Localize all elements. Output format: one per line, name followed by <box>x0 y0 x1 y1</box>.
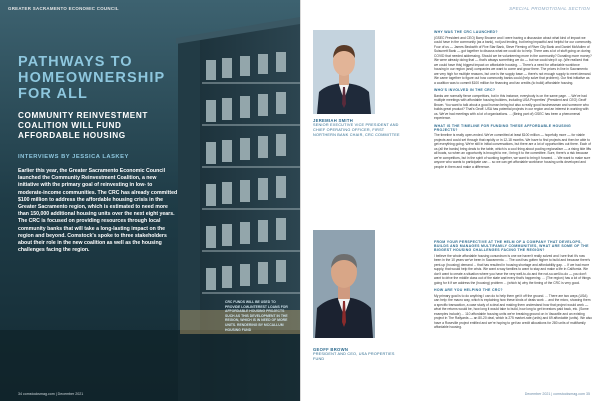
intro-paragraph: Earlier this year, the Greater Sacramento Economic Council launched the Community Reinvestment Coalition, a new initiative with the primary goal of reinvesting in low- to moderate-income communities. The CRC has already committed $100 million to address the affordable housing crisis in the Greater Sacramento region, which is estimated to need more than 150,000 additional housing units over the next eight years. The CRC is focused on providing resources through local community banks that will take a long-lasting impact on the region and beyond. Comstock's spoke to three stakeholders about their role in the new coalition as well as the housing challenges facing the region. <box>18 168 178 254</box>
person-photo-icon <box>313 230 375 338</box>
caption-person1 <box>313 118 403 138</box>
question-5: HOW ARE YOU HELPING THE CRC? <box>434 288 503 292</box>
running-head-right: SPECIAL PROMOTIONAL SECTION <box>509 6 590 11</box>
person2-name: GEOFF BROWN <box>313 347 349 352</box>
answer-1: (GSEC President and CEO) Barry Broome and I were having a discussion about what kind of impact we could have in the community (as a bank), not just lending, but being impactful and helpful for our community. Four of us — James Beckwith of Five Star Bank, Steve Fleming of River City Bank and Daniel McMullen of Suisunett Bank — got together to discuss what we could do to help. There was a lot of stuff going on during COVID that needed addressing. Should we be volunteering more in the community? Donating more money? We were already doing that — that's always something we do — but we could step it up. (We realized that we could have this) biggest impact on affordable housing. ... There's a need for affordable workforce housing in our region (and) companies we want to come and grow there. The prices in line in Sacramento are very high for multiple reasons, but one is the supply base — there's not enough supply to meet demand. We came together to figure out how community banks could (help solve that problem). Our first initiative as a coalition was to commit $100 million for financing and tax credits (to build) affordable housing. <box>434 35 592 85</box>
person1-role: SENIOR EXECUTIVE VICE PRESIDENT AND CHIEF OPERATING OFFICER, FIRST NORTHERN BANK CHAIR, CRC COMMITTEE <box>313 123 400 138</box>
answer-3: The timeline is really open-ended. We've committed at least $100 million — hopefully more — for viable projects and could set through that rapidly or in 12-18 months. We have to find projects and then be able to get everything going. We're still in initial conversations, but there are a lot of opportunities out there. Each of us (all the banks) bring deals to the table, which is a cool thing about pooling regionalism — a rising tide lifts all boats, so when an opportunity is brought to me, I bring it to the committee. Sure, there's a risk because we're competitors, but in the spirit of working together, we want to bring it forward. ... We want to make sure anyone who wants to participate can ... so we can get affordable workforce housing units developed and people in them and make a difference. <box>434 133 592 169</box>
question-3: WHAT IS THE TIMELINE FOR FUNDING THESE AFFORDABLE HOUSING PROJECTS? <box>434 123 572 132</box>
caption-person2 <box>313 347 403 362</box>
page-folio-right: December 2021 | comstocksmag.com 35 <box>524 392 590 396</box>
portrait-geoff-brown <box>313 230 375 338</box>
answer-5: My primary goal is to do anything I can do to help them get it off the ground. ... There are two ways (USA) can help: the macro way, which is explaining how these kinds of deals work ... and the micro, showing them a specific transaction, a case study of a deal and making them understand how that project would work — what the returns would be, how long it would take to build, how long to get investors paid back, etc. (Some examples include) ... 110 affordable housing units we're breaking ground on in Vacaville and an existing project in The Railyards — an 80-20 deal, which is 275 market-rate (units) and 69 affordable (units). We also have a Roseville project entitled and we're hoping to get tax credit allocations for 280 units of multifamily affordable housing. <box>434 293 592 329</box>
answer-4: I believe the whole affordable housing conundrum is one we haven't really solved and I see that it's now been in the 10 years we've been in Sacramento. ... The cost has gotten higher to build and because there's pent-up (housing) demand ... that has resulted in housing shortage and affordability gap. ... If we had more supply, that would help the crisis. We want a way families to want to stay and make a life in California. We don't want to create a situation where you have the very well-to-do and the not-so-well-to-do — you don't want to drive the middle class out of the state and every that's happening. ... (The region) has a lot of things going for it if we address the (housing) problem ... (which is) why the timing of the CRC is very good. <box>434 253 591 285</box>
person1-name: JEREMIAH SMITH <box>313 118 354 123</box>
running-head: GREATER SACRAMENTO ECONOMIC COUNCIL <box>8 6 119 11</box>
byline: INTERVIEWS BY JESSICA LASKEY <box>18 154 129 160</box>
question-2: WHO'S INVOLVED IN THE CRC? <box>434 88 496 92</box>
person-photo-icon <box>313 30 375 114</box>
page-folio-left: 34 comstocksmag.com | December 2021 <box>18 392 84 396</box>
right-page <box>301 0 600 401</box>
person2-role: PRESIDENT AND CEO, USA PROPERTIES FUND <box>313 352 395 362</box>
question-1: WHY WAS THE CRC LAUNCHED? <box>434 30 498 34</box>
question-4: FROM YOUR PERSPECTIVE AT THE HELM OF A COMPANY THAT DEVELOPS, BUILDS AND MANAGES MULTIFAMILY COMMUNITIES, WHAT ARE SOME OF THE BIGGEST HOUSING CHALLENGES FACING THE REGION? <box>434 240 589 252</box>
portrait-jeremiah-smith <box>313 30 375 114</box>
photo-caption: CRC FUNDS WILL BE USED TO PROVIDE LOW-INTEREST LOANS FOR AFFORDABLE HOUSING PROJECTS SUCH AS THIS DEVELOPMENT IN THE REGION, WHICH IS IN NEED OF MORE UNITS. RENDERING BY MCCALLUM HOUSING FUND <box>225 300 288 332</box>
qa-section-bottom <box>434 240 592 333</box>
answer-2: Banks are normally fierce competitors, but in this instance, everybody is on the same page. ... We've had multiple meetings with affordable housing builders, including USA Properties' (President and CEO) Geoff Brown. You want to talk about a good human being but also a really good businessman and someone who builds great product? That's Geoff. USA has potential projects in our region and an interest in working with us. We've had meetings with a lot of organizations. ... (Being part of) GSEC has been a phenomenal experience. <box>434 93 589 120</box>
article-subtitle: COMMUNITY REINVESTMENT COALITION WILL FUND AFFORDABLE HOUSING <box>18 111 148 140</box>
article-title: PATHWAYS TO HOMEOWNERSHIP FOR ALL <box>18 54 165 102</box>
qa-section-top <box>434 30 592 172</box>
